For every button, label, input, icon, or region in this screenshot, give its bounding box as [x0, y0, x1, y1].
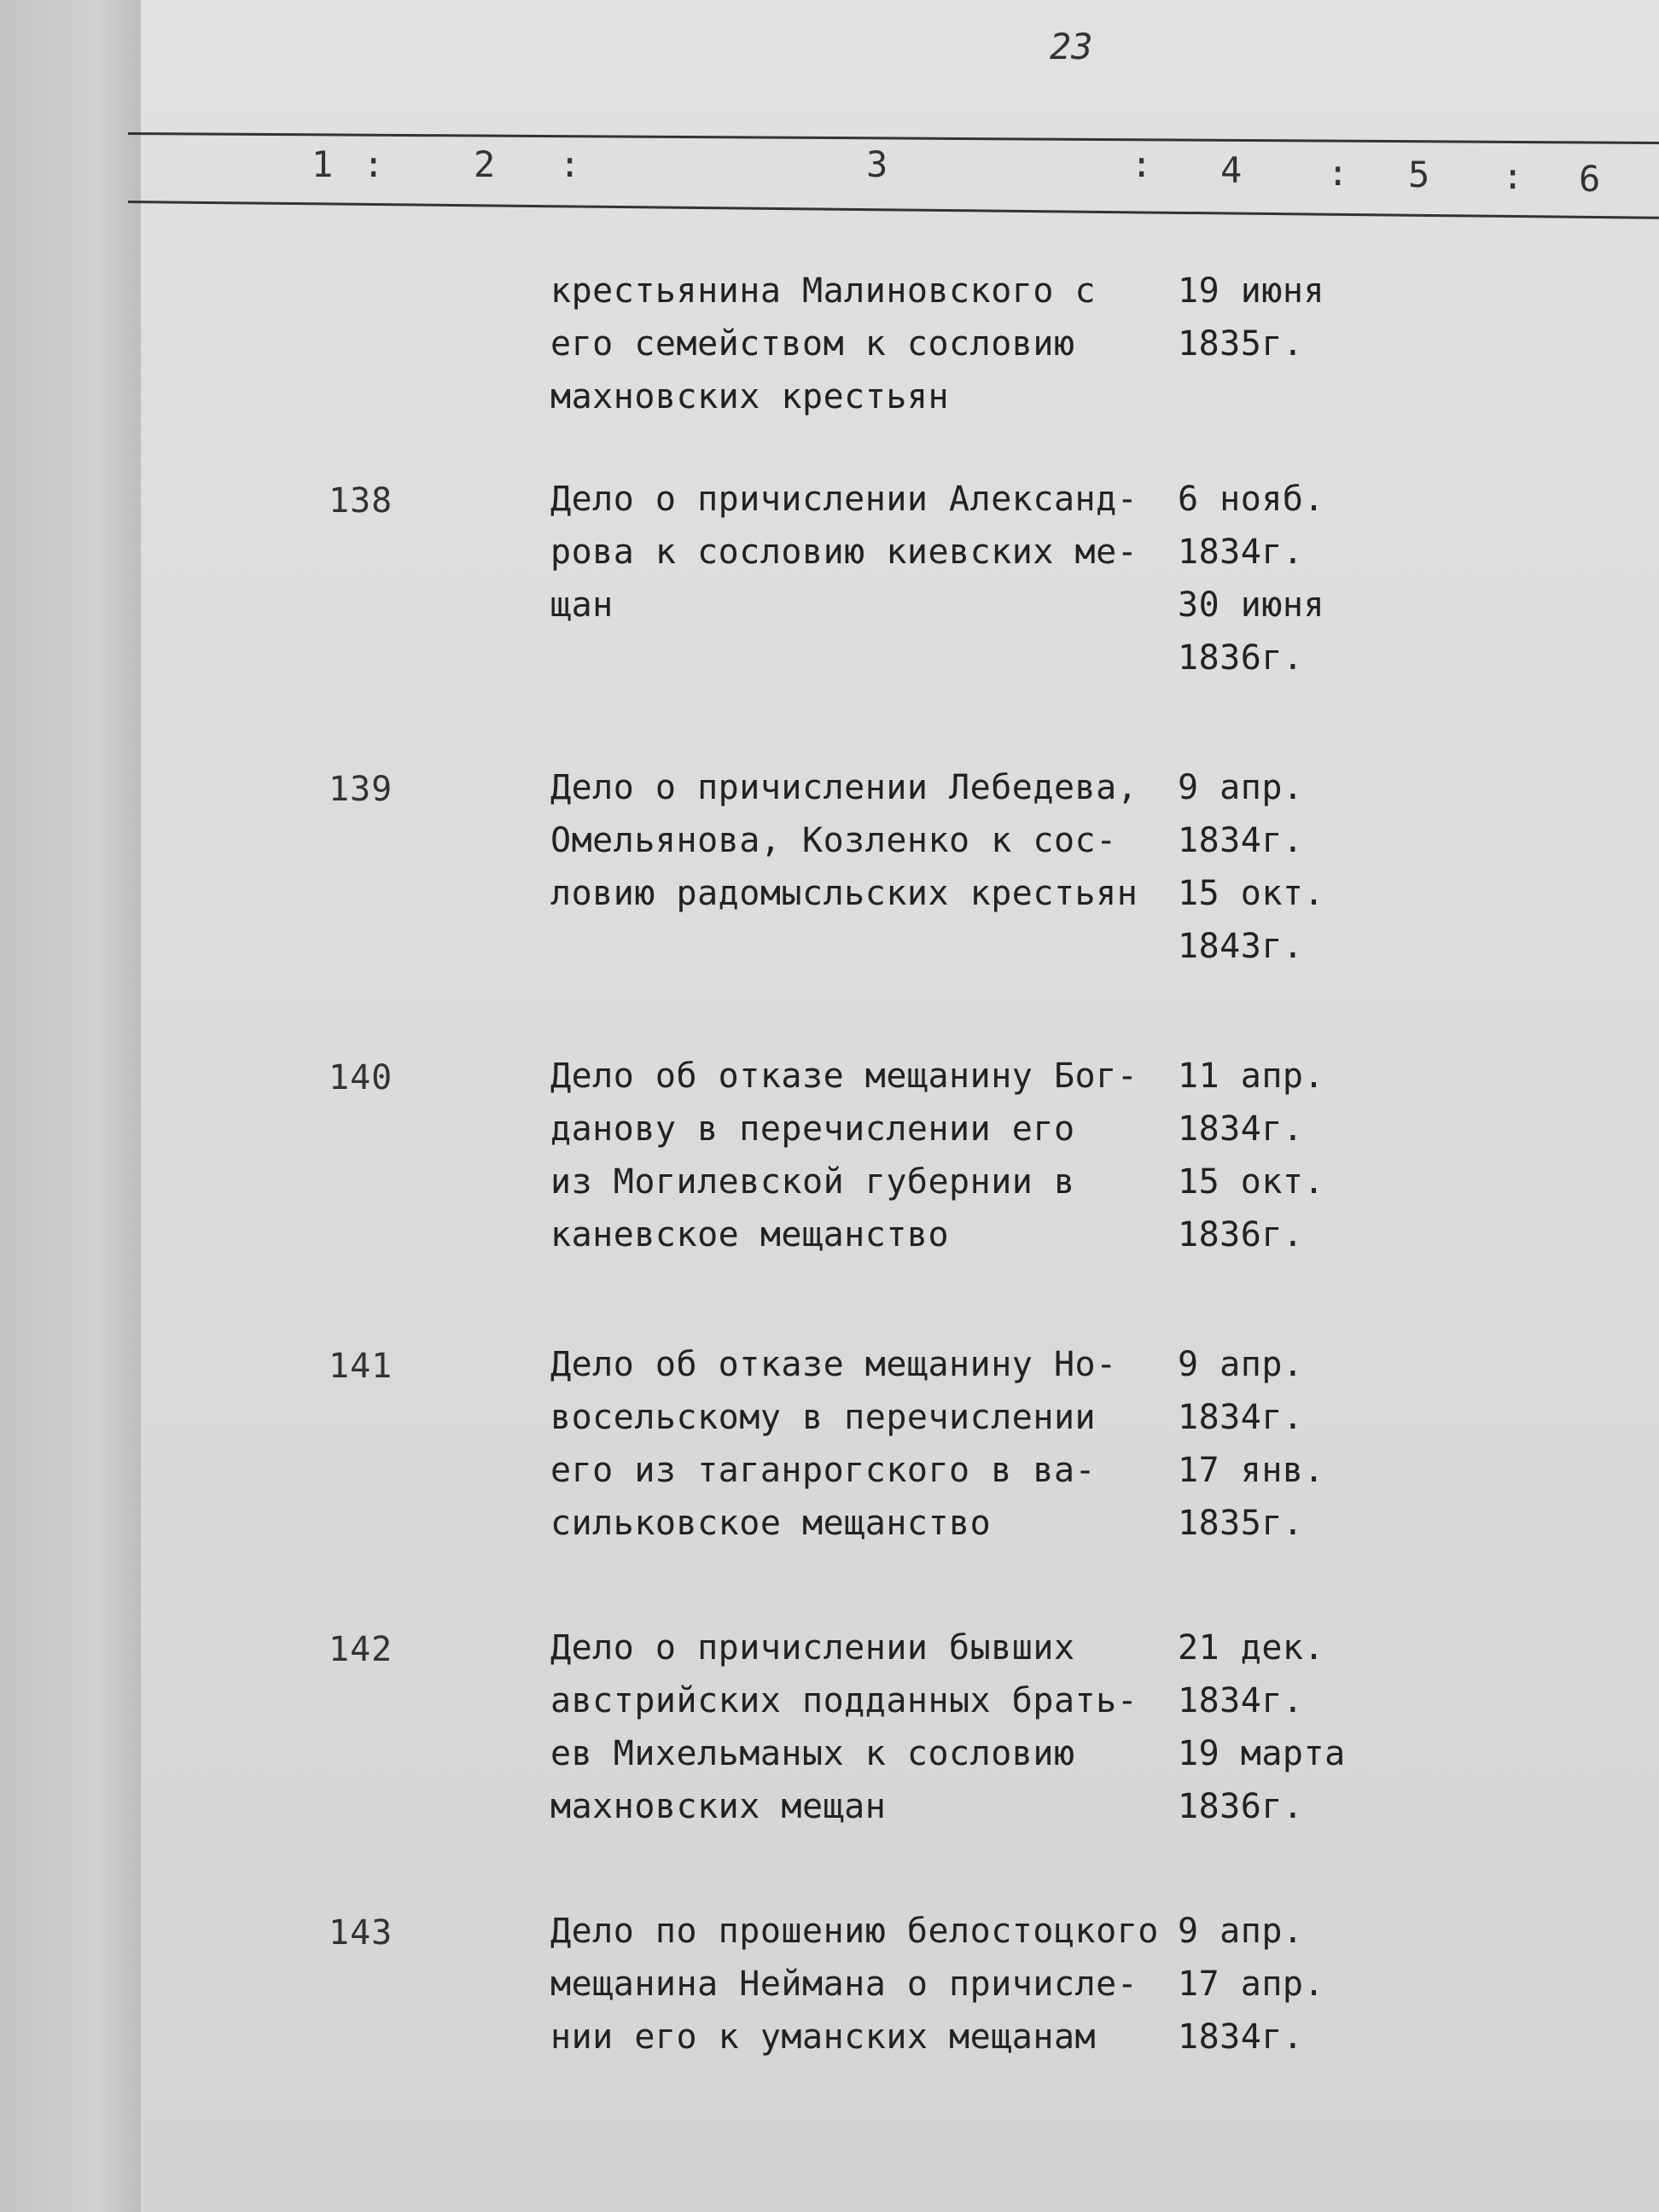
entry-number: 139 — [329, 770, 393, 809]
entry-description-line: мещанина Неймана о причисле- — [550, 1965, 1138, 2004]
entry-date-line: 1834г. — [1178, 2017, 1304, 2057]
entry-date-line: 19 июня — [1178, 271, 1325, 311]
entry-date-line: 30 июня — [1178, 585, 1325, 625]
entry-date-line: 1834г. — [1178, 1398, 1304, 1437]
entry-description-line: нии его к уманских мещанам — [550, 2017, 1097, 2057]
entry-description-line: махновских мещан — [550, 1787, 887, 1826]
column-header-5: 5 — [1408, 154, 1430, 195]
entry-description-line: ловию радомысльских крестьян — [550, 874, 1138, 913]
entry-description-line: ев Михельманых к сословию — [550, 1734, 1075, 1773]
entry-description-line: сильковское мещанство — [550, 1504, 992, 1543]
entry-date-line: 17 янв. — [1178, 1451, 1325, 1490]
column-header-6: 6 — [1579, 158, 1601, 200]
column-header-2: 2 — [474, 143, 496, 185]
entry-date-line: 9 апр. — [1178, 768, 1304, 807]
entry-date-line: 1843г. — [1178, 927, 1304, 966]
entry-date-line: 21 дек. — [1178, 1628, 1325, 1668]
entry-description-line: каневское мещанство — [550, 1215, 950, 1254]
entry-description-line: Дело о причислении бывших — [550, 1628, 1075, 1668]
entry-date-line: 1836г. — [1178, 1215, 1304, 1254]
entry-description-line: Дело по прошению белостоцкого — [550, 1912, 1159, 1951]
entry-description-line: Дело об отказе мещанину Бог- — [550, 1057, 1138, 1096]
entry-date-line: 15 окт. — [1178, 874, 1325, 913]
entry-date-line: 1836г. — [1178, 1787, 1304, 1826]
entry-date-line: 1836г. — [1178, 638, 1304, 678]
column-header-3: 3 — [866, 143, 888, 185]
binding-margin — [0, 0, 141, 2212]
entry-date-line: 17 апр. — [1178, 1965, 1325, 2004]
entry-date-line: 6 нояб. — [1178, 480, 1325, 519]
entry-description-line: Дело об отказе мещанину Но- — [550, 1345, 1117, 1384]
entry-description-line: щан — [550, 585, 614, 625]
entry-number: 140 — [329, 1058, 393, 1097]
entry-date-line: 1834г. — [1178, 1681, 1304, 1720]
entry-description-line: Омельянова, Козленко к сос- — [550, 821, 1117, 860]
entry-description-line: из Могилевской губернии в — [550, 1162, 1075, 1202]
entry-date-line: 9 апр. — [1178, 1912, 1304, 1951]
entry-description-line: восельскому в перечислении — [550, 1398, 1097, 1437]
entry-description-line: крестьянина Малиновского с — [550, 271, 1097, 311]
entry-number: 142 — [329, 1630, 393, 1669]
entry-description-line: рова к сословию киевских ме- — [550, 533, 1138, 572]
entry-date-line: 9 апр. — [1178, 1345, 1304, 1384]
entry-number: 141 — [329, 1347, 393, 1386]
entry-date-line: 1834г. — [1178, 1109, 1304, 1149]
entry-date-line: 1835г. — [1178, 1504, 1304, 1543]
entry-date-line: 1834г. — [1178, 533, 1304, 572]
entry-date-line: 15 окт. — [1178, 1162, 1325, 1202]
column-header-1: 1 — [311, 143, 334, 185]
entry-description-line: Дело о причислении Александ- — [550, 480, 1138, 519]
entry-description-line: его из таганрогского в ва- — [550, 1451, 1097, 1490]
entry-description-line: австрийских подданных брать- — [550, 1681, 1138, 1720]
column-separator: : — [1131, 143, 1153, 185]
column-separator: : — [559, 143, 581, 185]
column-header-4: 4 — [1220, 149, 1243, 191]
entry-description-line: его семейством к сословию — [550, 324, 1075, 364]
column-separator: : — [1502, 155, 1524, 197]
entry-date-line: 11 апр. — [1178, 1057, 1325, 1096]
entry-number: 138 — [329, 481, 393, 521]
entry-date-line: 1835г. — [1178, 324, 1304, 364]
entry-description-line: Дело о причислении Лебедева, — [550, 768, 1138, 807]
entry-description-line: махновских крестьян — [550, 377, 950, 416]
column-separator: : — [363, 143, 385, 185]
column-separator: : — [1327, 152, 1349, 194]
entry-description-line: данову в перечислении его — [550, 1109, 1075, 1149]
entry-number: 143 — [329, 1913, 393, 1953]
entry-date-line: 1834г. — [1178, 821, 1304, 860]
page-number: 23 — [1050, 26, 1093, 67]
entry-date-line: 19 марта — [1178, 1734, 1346, 1773]
